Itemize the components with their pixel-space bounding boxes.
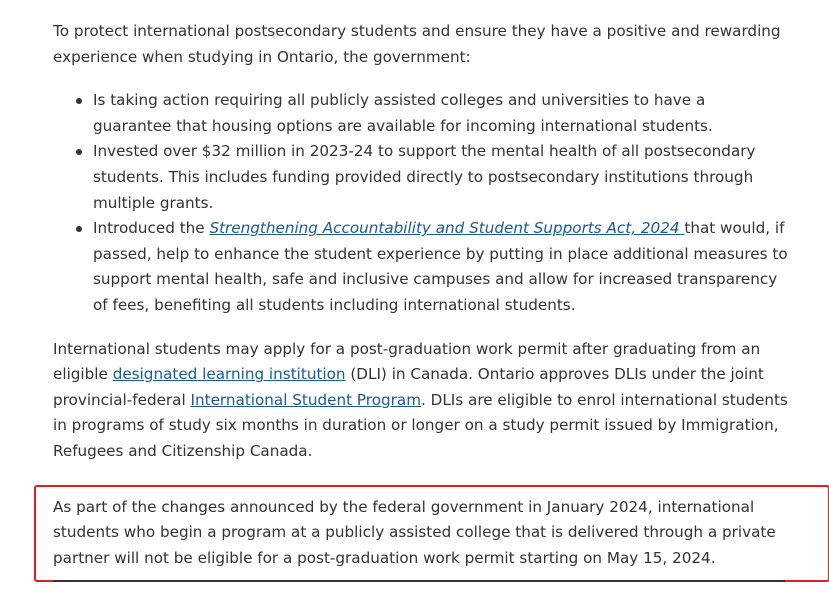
list-item-text: Invested over $32 million in 2023-24 to support the mental health of all postsecondary students. This includes funding provided directly to postsecondary institutions through multiple grants. bbox=[93, 142, 756, 212]
highlight-paragraph: As part of the changes announced by the federal government in January 2024, international students who begin a program at a publicly assisted college that is delivered through a private partner will not be eligible for a post-graduation work permit starting on May 15, 2024. bbox=[53, 497, 776, 567]
pgwp-text-1: International students may apply for a post-graduation work permit after graduating from an eligible bbox=[53, 339, 761, 384]
list-item-text-after: that would, if passed, help to enhance the student experience by putting in place additional measures to support mental health, safe and inclusive campuses and allow for increased transparency of fees, benefiting all students including international students. bbox=[93, 219, 788, 314]
act-link[interactable]: Strengthening Accountability and Student Supports Act, 2024 bbox=[209, 219, 685, 238]
section-divider bbox=[53, 580, 785, 582]
bullet-dot-icon bbox=[76, 149, 82, 155]
list-item-mental-health bbox=[53, 139, 788, 216]
bullet-dot-icon bbox=[76, 98, 82, 104]
list-item-text-before: Introduced the bbox=[93, 219, 210, 238]
article-content bbox=[53, 19, 788, 582]
intro-paragraph: To protect international postsecondary students and ensure they have a positive and rewarding experience when studying in Ontario, the government: bbox=[53, 22, 781, 66]
list-item-housing bbox=[53, 88, 788, 139]
list-item-text: Is taking action requiring all publicly assisted colleges and universities to have a guarantee that housing options are available for incoming international students. bbox=[93, 91, 713, 135]
list-item-act bbox=[53, 216, 788, 318]
pgwp-text-2: (DLI) in Canada. Ontario approves DLIs under the joint provincial-federal bbox=[53, 365, 764, 409]
pgwp-text-3: . DLIs are eligible to enrol international students in programs of study six months in duration or longer on a study permit issued by Immigration, Refugees and Citizenship Canada. bbox=[53, 390, 788, 460]
bullet-dot-icon bbox=[76, 226, 82, 232]
government-actions-list bbox=[53, 88, 788, 318]
highlight-box bbox=[34, 485, 829, 583]
isp-link[interactable]: International Student Program bbox=[190, 390, 421, 409]
dli-link[interactable]: designated learning institution bbox=[112, 365, 346, 384]
pgwp-paragraph bbox=[53, 337, 788, 465]
